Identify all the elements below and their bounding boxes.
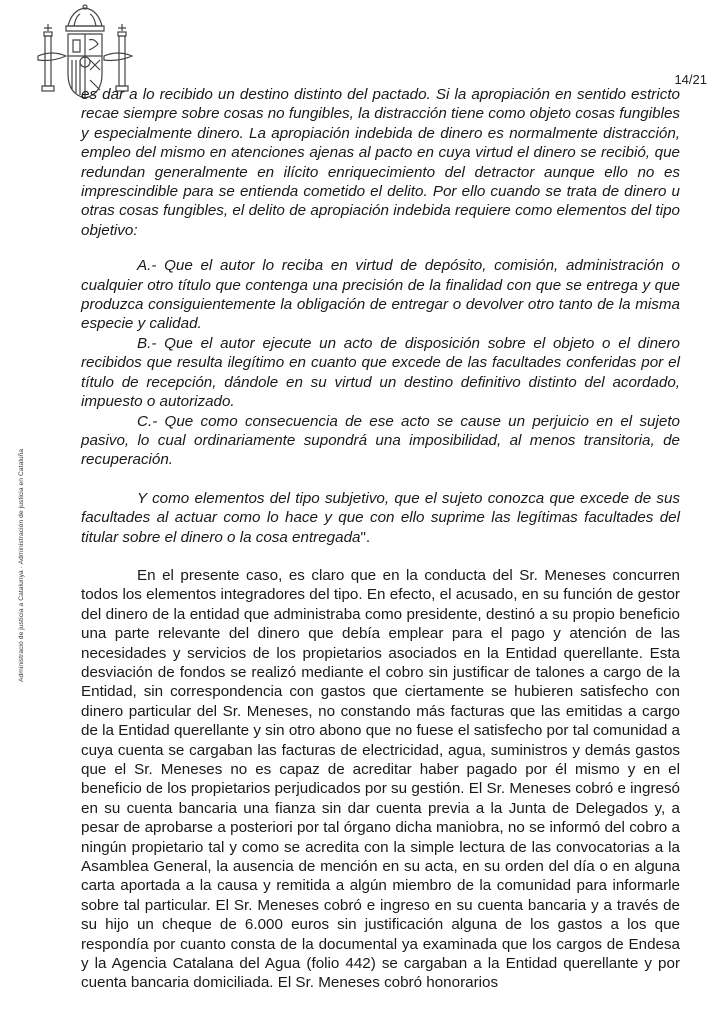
element-b-paragraph: B.- Que el autor ejecute un acto de disposición sobre el objeto o el dinero recibidos que resulta ilegítimo en cuanto que excede de las facultades conferidas por el título de recepción, dándole en su virtud un destino definitivo distinto del acordado, impuesto o autorizado. bbox=[81, 334, 680, 411]
element-a-paragraph: A.- Que el autor lo reciba en virtud de depósito, comisión, administración o cualquier otro título que contenga una precisión de la finalidad con que se entrega y que produzca consiguientemente la obligación de entregar o devolver otro tanto de la misma especie y calidad. bbox=[81, 257, 680, 333]
side-watermark-text: Administració de justícia a Catalunya · Administración de justicia en Cataluña bbox=[18, 448, 25, 682]
subjective-paragraph bbox=[81, 489, 680, 547]
document-body bbox=[81, 85, 680, 993]
element-c-paragraph: C.- Que como consecuencia de ese acto se cause un perjuicio en el sujeto pasivo, lo cual ordinariamente supondrá una imposibilidad, al menos transitoria, de recuperación. bbox=[81, 412, 680, 469]
main-paragraph: En el presente caso, es claro que en la conducta del Sr. Meneses concurren todos los elementos integradores del tipo. En efecto, el acusado, en su función de gestor del dinero de la entidad que administraba como presidente, destinó a su propio beneficio una parte relevante del dinero que debía emplear para el pago y atención de las necesidades y servicios de los propietarios asociados en la Entidad querellante. Esta desviación de fondos se realizó mediante el cobro sin justificar de talones a cargo de la Entidad, sin correspondencia con gastos que ciertamente se hubieren satisfecho con dinero particular del Sr. Meneses, no constando más facturas que las emitidas a cargo de la Entidad querellante y sin otro abono que no fuese el satisfecho por tal comunidad a cuya cuenta se cargaban las facturas de electricidad, agua, suministros y demás gastos que el Sr. Meneses no es capaz de acreditar haber pagado por él mismo y en el beneficio de los propietarios perjudicados por su gestión. El Sr. Meneses cobró e ingresó en su cuenta bancaria una fianza sin dar cuenta previa a la Junta de Delegados y, a pesar de aprobarse a posteriori por tal órgano dicha maniobra, no se informó del cobro a ningún propietario tal y como se acredita con la simple lectura de las convocatorias a la Asamblea General, la ausencia de mención en su acta, en su orden del día o en alguna carta aportada a la causa y remitida a algún miembro de la comunidad para informarle sobre tal particular. El Sr. Meneses cobró e ingreso en su cuenta bancaria y a través de su hijo un cheque de 6.000 euros sin justificación alguna de los gastos a los que respondía por cuanto consta de la documental ya examinada que los cargos de Endesa y la Agencia Catalana del Agua (folio 442) se cargaban a la Entidad querellante y por cuenta bancaria domiciliada. El Sr. Meneses cobró honorarios bbox=[81, 566, 680, 992]
page-number: 14/21 bbox=[674, 72, 707, 87]
quote-close: ". bbox=[360, 528, 371, 546]
quote-paragraph: es dar a lo recibido un destino distinto del pactado. Si la apropiación en sentido estricto recae siempre sobre cosas no fungibles, la distracción tiene como objeto cosas fungibles y especialmente dinero. La apropiación indebida de dinero es normalmente distracción, empleo del mismo en atenciones ajenas al pacto en cuya virtud el dinero se recibió, que redundan generalmente en ilícito enriquecimiento del detractor aunque ello no es imprescindible para se entienda cometido el delito. Por ello cuando se trata de dinero u otras cosas fungibles, el delito de apropiación indebida requiere como elementos del tipo objetivo: bbox=[81, 86, 680, 239]
subjective-text: Y como elementos del tipo subjetivo, que el sujeto conozca que excede de sus facultades al actuar como lo hace y que con ello suprime las legítimas facultades del titular sobre el dinero o la cosa entregada bbox=[81, 489, 680, 546]
